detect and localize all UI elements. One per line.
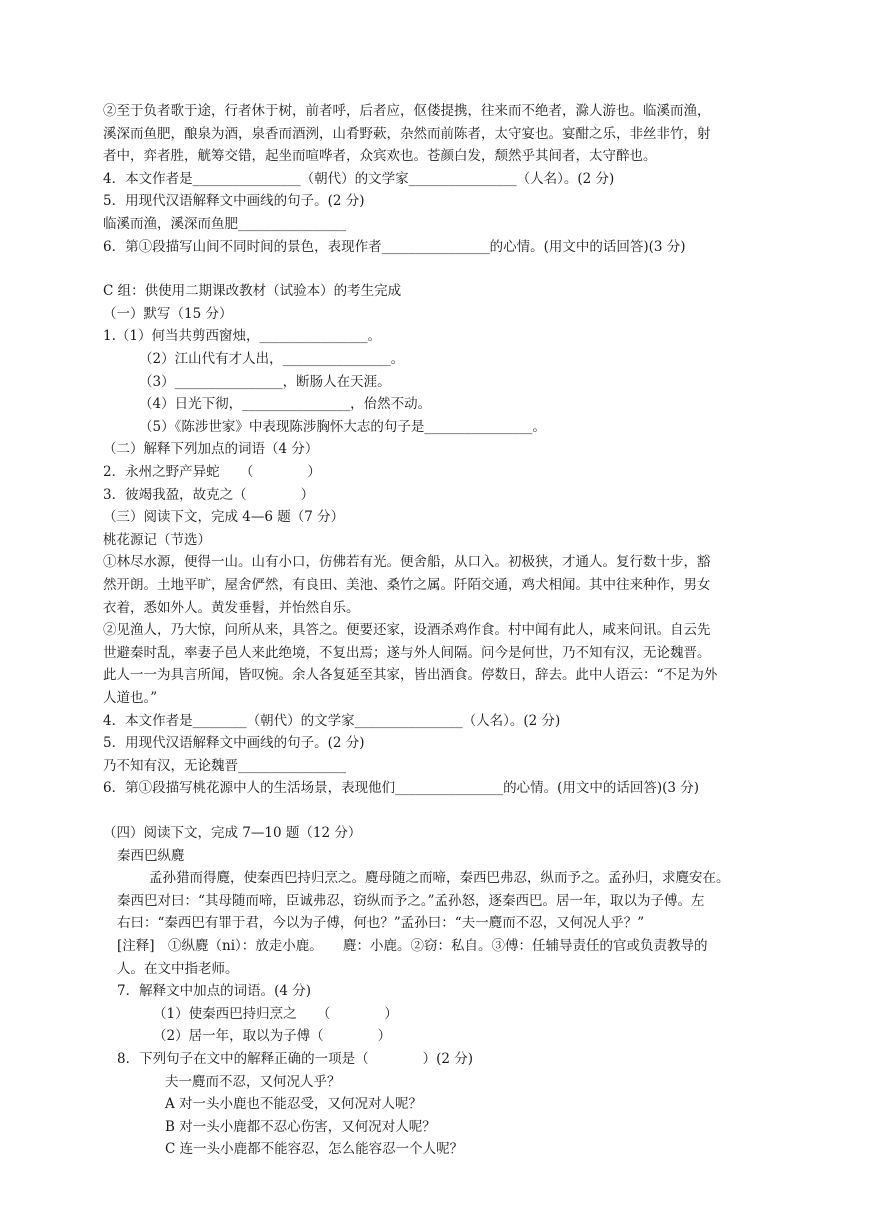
- text-line: A 对一头小鹿也不能忍受，又何况对人呢？: [165, 1096, 423, 1113]
- text-line: （2）居一年，取以为子傅（ ）: [153, 1028, 392, 1045]
- text-line: （4）日光下彻，________________，佁然不动。: [139, 396, 432, 413]
- text-line: 孟孙猎而得麑，使秦西巴持归烹之。麑母随之而啼，秦西巴弗忍，纵而予之。孟孙归，求麑安在。: [149, 870, 730, 887]
- text-line: 2．永州之野产异蛇 （ ）: [103, 464, 321, 480]
- text-line: 4．本文作者是________________（朝代）的文学家________________（人名）。(2 分): [103, 170, 615, 187]
- text-line: 6．第①段描写山间不同时间的景色，表现作者________________的心情。(用文中的话回答)(3 分): [103, 238, 686, 255]
- text-line: （2）江山代有才人出，________________。: [139, 351, 405, 367]
- text-line: 临溪而渔，溪深而鱼肥________________: [103, 216, 346, 232]
- text-line: 者中，弈者胜，觥筹交错，起坐而喧哗者，众宾欢也。苍颜白发，颓然乎其间者，太守醉也。: [103, 148, 657, 165]
- text-line: （二）解释下列加点的词语（4 分）: [103, 441, 319, 458]
- text-line: 8．下列句子在文中的解释正确的一项是（ ）(2 分): [117, 1051, 474, 1067]
- text-line: 秦西巴纵麑: [117, 847, 185, 864]
- text-line: （5）《陈涉世家》中表现陈涉胸怀大志的句子是________________。: [139, 418, 546, 435]
- text-line: 7．解释文中加点的词语。(4 分): [117, 983, 312, 1000]
- text-line: ②至于负者歌于途，行者休于树，前者呼，后者应，伛偻提携，往来而不绝者，滁人游也。临溪而渔，: [103, 103, 711, 119]
- text-line: 5．用现代汉语解释文中画线的句子。(2 分): [103, 735, 365, 752]
- text-line: ②见渔人，乃大惊，问所从来，具答之。便要还家，设酒杀鸡作食。村中闻有此人，咸来问讯。自云先: [103, 622, 711, 639]
- text-line: 衣着，悉如外人。黄发垂髫，并怡然自乐。: [103, 599, 360, 616]
- text-line: 5．用现代汉语解释文中画线的句子。(2 分): [103, 193, 365, 210]
- text-line: B 对一头小鹿都不忍心伤害，又何况对人呢？: [165, 1118, 436, 1135]
- text-line: 溪深而鱼肥，酿泉为酒，泉香而酒洌，山肴野蔌，杂然而前陈者，太守宴也。宴酣之乐，非丝非竹，射: [103, 125, 711, 142]
- text-line: （四）阅读下文，完成 7—10 题（12 分）: [103, 825, 362, 841]
- text-line: 右曰：“秦西巴有罪于君，今以为子傅，何也？”孟孙曰：“夫一麑而不忍，又何况人乎？”: [117, 915, 645, 932]
- text-line: 4．本文作者是________（朝代）的文学家________________（人名）。(2 分): [103, 712, 561, 729]
- text-line: （一）默写（15 分）: [103, 305, 233, 322]
- text-line: 6．第①段描写桃花源中人的生活场景，表现他们________________的心情。(用文中的话回答)(3 分): [103, 780, 700, 797]
- text-line: [注释] ①纵麑（ni）：放走小鹿。 麑：小鹿。②窃：私自。③傅：任辅导责任的官或负责教导的: [117, 938, 708, 954]
- text-line: 1.（1）何当共剪西窗烛，________________。: [103, 328, 381, 345]
- text-line: ①林尽水源，便得一山。山有小口，仿佛若有光。便舍船，从口入。初极狭，才通人。复行数十步，豁: [103, 554, 711, 571]
- text-line: 人。在文中指老师。: [117, 960, 239, 977]
- text-line: 桃花源记（节选）: [103, 531, 211, 548]
- text-line: 世避秦时乱，率妻子邑人来此绝境，不复出焉；遂与外人间隔。问今是何世，乃不知有汉，无论魏晋。: [103, 644, 711, 661]
- text-line: （3）________________，断肠人在天涯。: [139, 373, 391, 390]
- text-line: 夫一麑而不忍，又何况人乎？: [165, 1073, 341, 1090]
- text-line: C 组：供使用二期课改教材（试验本）的考生完成: [103, 283, 402, 300]
- text-line: 秦西巴对曰：“其母随而啼，臣诚弗忍，窃纵而予之。”孟孙怒，逐秦西巴。居一年，取以为子傅。左: [117, 892, 705, 909]
- text-line: 此人一一为具言所闻，皆叹惋。余人各复延至其家，皆出酒食。停数日，辞去。此中人语云：“不足为外: [103, 667, 718, 684]
- text-line: 人道也。”: [103, 690, 158, 706]
- text-line: 3．彼竭我盈，故克之（ ）: [103, 486, 315, 503]
- text-line: 乃不知有汉，无论魏晋________________: [103, 757, 346, 774]
- text-line: （1）使秦西巴持归烹之 （ ）: [153, 1005, 398, 1022]
- text-line: 然开朗。土地平旷，屋舍俨然，有良田、美池、桑竹之属。阡陌交通，鸡犬相闻。其中往来种作，男女: [103, 577, 711, 593]
- text-line: C 连一头小鹿都不能容忍，怎么能容忍一个人呢？: [165, 1141, 464, 1158]
- text-line: （三）阅读下文，完成 4—6 题（7 分）: [103, 509, 345, 526]
